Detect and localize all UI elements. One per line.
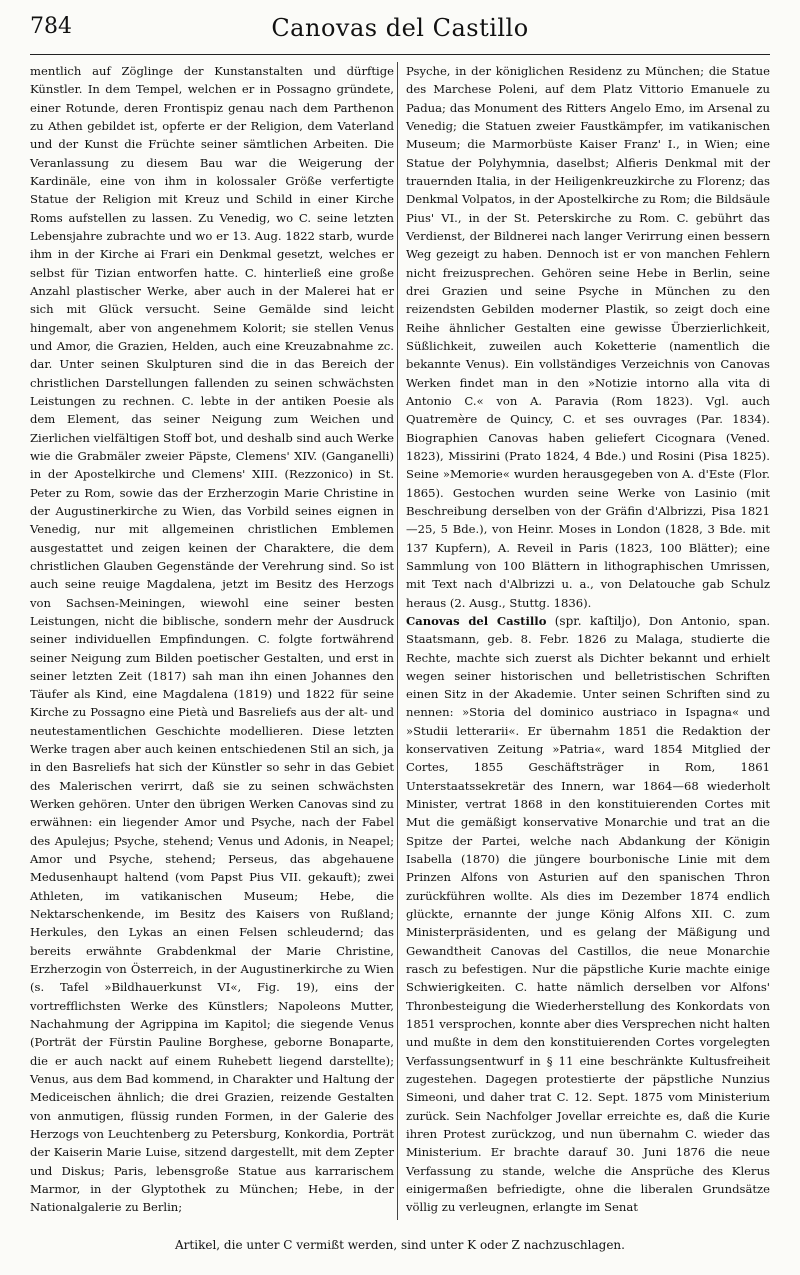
header-rule [30,54,770,55]
right-column-continuation: Psyche, in der königlichen Residenz zu München; die Statue des Marchese Poleni, auf dem Platz Vittorio Emanuele zu Padua; das Monument des Ritters Angelo Emo, im Arsenal zu Venedig; die Statuen zweier Faustkämpfer, im vatikanischen Museum; die Marmorbüste Kaiser Franz' I., in Wien; eine Statue der Polyhymnia, daselbst; Alfieris Denkmal mit der trauernden Italia, in der Heiligenkreuzkirche zu Florenz; das Denkmal Volpatos, in der Apostelkirche zu Rom; die Bildsäule Pius' VI., in der St. Peterskirche zu Rom. C. gebührt das Verdienst, der Bildnerei nach langer Verirrung einen bessern Weg gezeigt zu haben. Dennoch ist er von manchen Fehlern nicht freizusprechen. Gehören seine Hebe in Berlin, seine drei Grazien und seine Psyche in München zu den reizendsten Gebilden moderner Plastik, so zeigt doch eine Reihe ähnlicher Gestalten eine gewisse Überzierlichkeit, Süßlichkeit, zuweilen auch Koketterie (namentlich die bekannte Venus). Ein vollständiges Verzeichnis von Canovas Werken findet man in den »Notizie intorno alla vita di Antonio C.« von A. Paravia (Rom 1823). Vgl. auch Quatremère de Quincy, C. et ses ouvrages (Par. 1834). Biographien Canovas haben geliefert Cicognara (Vened. 1823), Missirini (Prato 1824, 4 Bde.) und Rosini (Pisa 1825). Seine »Memorie« wurden herausgegeben von A. d'Este (Flor. 1865). Gestochen wurden seine Werke von Lasinio (mit Beschreibung derselben von der Gräfin d'Albrizzi, Pisa 1821—25, 5 Bde.), von Heinr. Moses in London (1828, 3 Bde. mit 137 Kupfern), A. Reveil in Paris (1823, 100 Blätter); eine Sammlung von 100 Blättern in lithographischen Umrissen, mit Text nach d'Albrizzi u. a., von Delatouche gab Schulz heraus (2. Ausg., Stuttg. 1836). [406,64,770,610]
footer-note: Artikel, die unter C vermißt werden, sind unter K oder Z nachzuschlagen. [175,1238,625,1252]
page-header [30,12,770,52]
entry-text: , Don Antonio, span. Staatsmann, geb. 8. Febr. 1826 zu Malaga, studierte die Rechte, machte sich zuerst als Dichter bekannt und erhielt wegen seiner historischen und belletristischen Schriften einen Sitz in der Akademie. Unter seinen Schriften sind zu nennen: »Storia del dominico austriaco in Ispagna« und »Studii letterarii«. Er übernahm 1851 die Redaktion der konservativen Zeitung »Patria«, ward 1854 Mitglied der Cortes, 1855 Geschäftsträger in Rom, 1861 Unterstaatssekretär des Innern, war 1864—68 wiederholt Minister, vertrat 1868 in den konstituierenden Cortes mit Mut die gemäßigt konservative Monarchie und trat an die Spitze der Partei, welche nach Abdankung der Königin Isabella (1870) die jüngere bourbonische Linie mit dem Prinzen Alfons von Asturien auf den spanischen Thron zurückführen wollte. Als dies im Dezember 1874 endlich glückte, ernannte der junge König Alfons XII. C. zum Ministerpräsidenten, und es gelang der Mäßigung und Gewandtheit Canovas del Castillos, die neue Monarchie rasch zu befestigen. Nur die päpstliche Kurie machte einige Schwierigkeiten. C. hatte nämlich derselben vor Alfons' Thronbesteigung die Wiederherstellung des Konkordats von 1851 versprochen, konnte aber dies Versprechen nicht halten und mußte in dem den konstituierenden Cortes vorgelegten Verfassungsentwurf in § 11 eine beschränkte Kultusfreiheit zugestehen. Dagegen protestierte der päpstliche Nunzius Simeoni, und daher trat C. 12. Sept. 1875 vom Ministerium zurück. Sein Nachfolger Jovellar erreichte es, daß die Kurie ihren Protest zurückzog, und nun übernahm C. wieder das Ministerium. Er brachte darauf 30. Juni 1876 die neue Verfassung zu stande, welche die Ansprüche des Klerus einigermaßen befriedigte, ohne die liberalen Grundsätze völlig zu verleugnen, erlangte im Senat [406,613,771,1215]
page-number: 784 [30,14,72,39]
running-title: Canovas del Castillo [271,14,529,42]
entry-lemma: Canovas del Castillo [406,613,547,628]
left-column [30,62,394,1217]
right-column [406,62,770,1217]
left-column-text: mentlich auf Zöglinge der Kunstanstalten und dürftige Künstler. In dem Tempel, welchen er in Possagno gründete, einer Rotunde, deren Frontispiz genau nach dem Parthenon zu Athen gebildet ist, opferte er der Religion, dem Vaterland und der Kunst die Früchte seiner sämtlichen Arbeiten. Die Veranlassung zu diesem Bau war die Weigerung der Kardinäle, eine von ihm in kolossaler Größe verfertigte Statue der Religion mit Kreuz und Schild in einer Kirche Roms aufstellen zu lassen. Zu Venedig, wo C. seine letzten Lebensjahre zubrachte und wo er 13. Aug. 1822 starb, wurde ihm in der Kirche ai Frari ein Denkmal gesetzt, welches er selbst für Tizian entworfen hatte. C. hinterließ eine große Anzahl plastischer Werke, aber auch in der Malerei hat er sich mit Glück versucht. Seine Gemälde sind leicht hingemalt, aber von angenehmem Kolorit; sie stellen Venus und Amor, die Grazien, Helden, auch eine Kreuzabnahme zc. dar. Unter seinen Skulpturen sind die in das Bereich der christlichen Darstellungen fallenden zu seinen schwächsten Leistungen zu rechnen. C. lebte in der antiken Poesie als dem Element, das seiner Neigung zum Weichen und Zierlichen vielfältigen Stoff bot, und deshalb sind auch Werke wie die Grabmäler zweier Päpste, Clemens' XIV. (Ganganelli) in der Apostelkirche und Clemens' XIII. (Rezzonico) in St. Peter zu Rom, sowie das der Erzherzogin Marie Christine in der Augustinerkirche zu Wien, das Vorbild seines eignen in Venedig, nur mit allgemeinen christlichen Emblemen ausgestattet und zeigen keinen der Charaktere, die dem christlichen Glauben Gegenstände der Verehrung sind. So ist auch seine reuige Magdalena, jetzt im Besitz des Herzogs von Sachsen-Meiningen, wiewohl eine seiner besten Leistungen, nicht die biblische, sondern mehr der Ausdruck seiner individuellen Empfindungen. C. folgte fortwährend seiner Neigung zum Bilden poetischer Gestalten, und erst in seiner letzten Zeit (1817) sah man ihn einen Johannes den Täufer als Kind, eine Magdalena (1819) und 1822 für seine Kirche zu Possagno eine Pietà und Basreliefs aus der alt- und neutestamentlichen Geschichte modellieren. Diese letzten Werke tragen aber auch keinen entschiedenen Stil an sich, ja in den Basreliefs hat sich der Künstler so sehr in das Gebiet des Malerischen verirrt, daß sie zu seinen schwächsten Werken gehören. Unter den übrigen Werken Canovas sind zu erwähnen: ein liegender Amor und Psyche, nach der Fabel des Apulejus; Psyche, stehend; Venus und Adonis, in Neapel; Amor und Psyche, stehend; Perseus, das abgehauene Medusenhaupt haltend (vom Papst Pius VII. gekauft); zwei Athleten, im vatikanischen Museum; Hebe, die Nektarschenkende, im Besitz des Kaisers von Rußland; Herkules, den Lykas an einen Felsen schleudernd; das bereits erwähnte Grabdenkmal der Marie Christine, Erzherzogin von Österreich, in der Augustinerkirche zu Wien (s. Tafel »Bildhauerkunst VI«, Fig. 19), eins der vortrefflichsten Werke des Künstlers; Napoleons Mutter, Nachahmung der Agrippina im Kapitol; die siegende Venus (Porträt der Fürstin Pauline Borghese, geborne Bonaparte, die er auch nackt auf einem Ruhebett liegend darstellte); Venus, aus dem Bad kommend, in Charakter und Haltung der Mediceischen ähnlich; die drei Grazien, reizende Gestalten von anmutigen, flüssig runden Formen, in der Galerie des Herzogs von Leuchtenberg zu Petersburg, Konkordia, Porträt der Kaiserin Marie Luise, sitzend dargestellt, mit dem Zepter und Diskus; Paris, lebensgroße Statue aus karrarischem Marmor, in der Glyptothek zu München; Hebe, in der Nationalgalerie zu Berlin; [30,64,395,1215]
dictionary-entry [406,612,770,1217]
entry-pronunciation: (spr. kaſtiljo) [554,613,637,628]
column-divider [397,62,398,1220]
